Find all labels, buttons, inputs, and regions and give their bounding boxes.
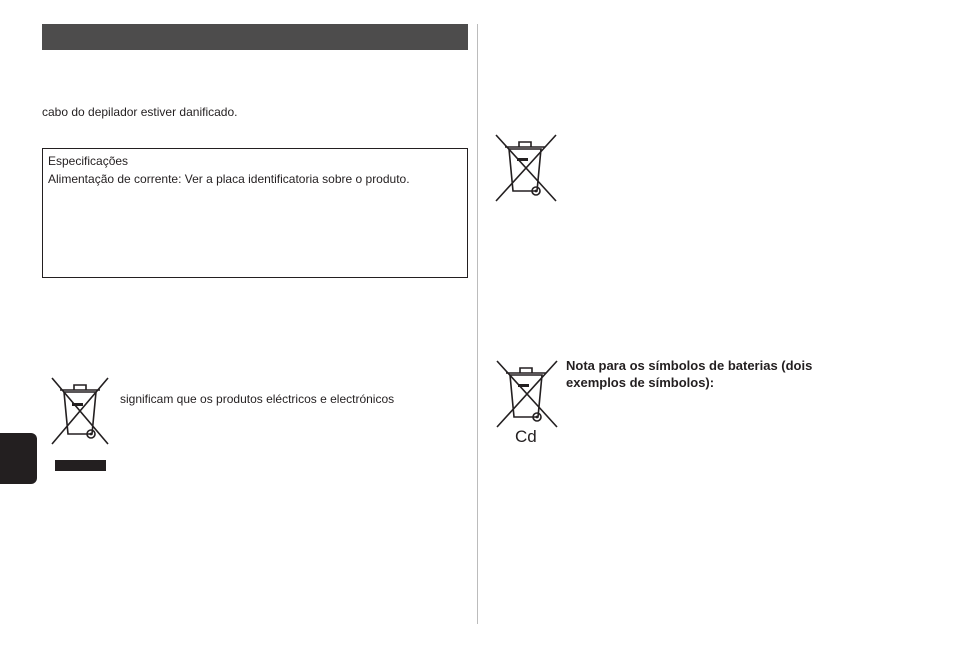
column-divider	[477, 24, 478, 624]
damaged-cable-text: cabo do depilador estiver danificado.	[42, 105, 238, 119]
specifications-box	[42, 148, 468, 278]
weee-black-bar	[55, 460, 106, 471]
crossed-out-bin-battery-icon	[494, 359, 560, 429]
cadmium-symbol-label: Cd	[515, 427, 537, 446]
crossed-out-bin-icon	[493, 133, 559, 203]
language-side-tab	[0, 433, 37, 484]
weee-meaning-text: significam que os produtos eléctricos e electrónicos	[120, 392, 395, 406]
specifications-title: Especificações	[48, 154, 129, 168]
crossed-out-bin-icon	[50, 376, 112, 446]
power-supply-text: Alimentação de corrente: Ver a placa identificatoria sobre o produto.	[48, 172, 410, 186]
battery-symbols-note: Nota para os símbolos de baterias (dois exemplos de símbolos):	[566, 358, 813, 390]
section-header-bar	[42, 24, 468, 50]
